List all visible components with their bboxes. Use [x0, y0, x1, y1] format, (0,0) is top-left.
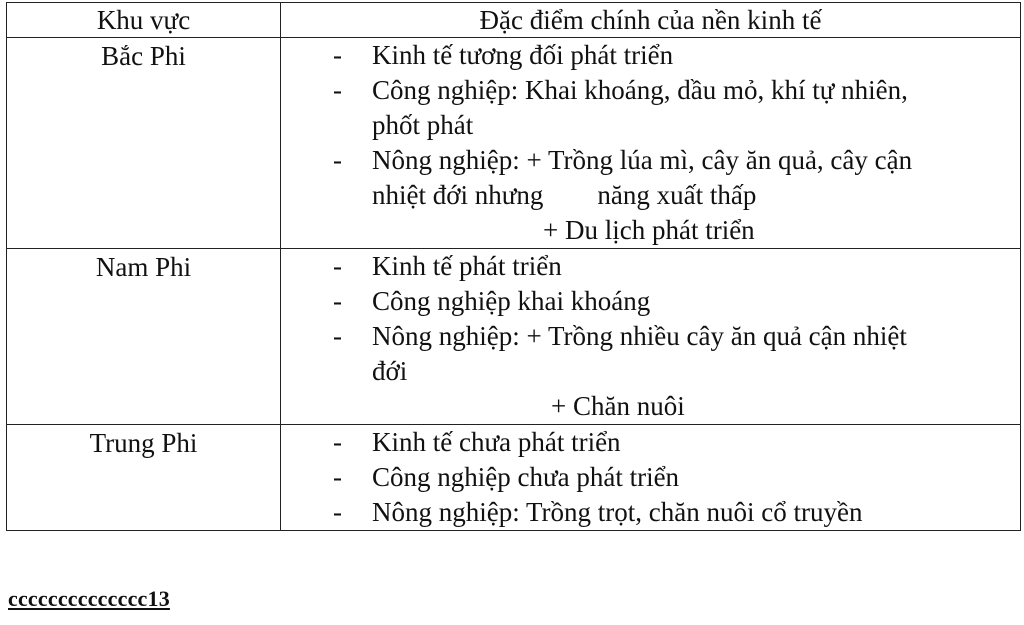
feature-text-continued: đới	[372, 356, 408, 386]
list-item	[281, 38, 1020, 73]
region-cell	[7, 38, 281, 249]
feature-text-part: nhiệt đới nhưng	[372, 180, 544, 210]
feature-text: Kinh tế tương đối phát triển	[372, 40, 674, 70]
feature-text-part: năng xuất thấp	[597, 180, 757, 210]
table-row	[7, 38, 1021, 249]
bullet-dash: -	[333, 427, 342, 457]
feature-text: Công nghiệp khai khoáng	[372, 286, 651, 316]
list-item	[281, 73, 1020, 143]
feature-text: Kinh tế phát triển	[372, 251, 562, 281]
features-cell	[281, 249, 1021, 425]
feature-text: + Du lịch phát triển	[543, 215, 755, 245]
bullet-dash: -	[333, 497, 342, 527]
region-cell	[7, 249, 281, 425]
bullet-dash: -	[333, 145, 342, 175]
feature-text-continued: phốt phát	[372, 110, 474, 140]
bullet-dash: -	[333, 321, 342, 351]
list-item	[281, 249, 1020, 284]
bullet-dash: -	[333, 462, 342, 492]
region-name: Trung Phi	[89, 428, 198, 458]
region-cell	[7, 425, 281, 531]
feature-text: + Chăn nuôi	[551, 391, 685, 421]
list-item-subpoint	[281, 389, 1020, 424]
features-cell	[281, 38, 1021, 249]
feature-text: Nông nghiệp: + Trồng lúa mì, cây ăn quả, cây cận	[372, 145, 913, 175]
feature-text-continued	[372, 178, 1010, 213]
table-row	[7, 249, 1021, 425]
features-cell	[281, 425, 1021, 531]
feature-text: Công nghiệp chưa phát triển	[372, 462, 680, 492]
header-region: Khu vực	[7, 3, 281, 38]
bullet-dash: -	[333, 251, 342, 281]
table-header-row	[7, 3, 1021, 38]
list-item-subpoint	[281, 213, 1020, 248]
header-features: Đặc điểm chính của nền kinh tế	[281, 3, 1021, 38]
bullet-dash: -	[333, 286, 342, 316]
feature-list	[281, 249, 1020, 424]
bullet-dash: -	[333, 40, 342, 70]
table-row	[7, 425, 1021, 531]
list-item	[281, 143, 1020, 213]
list-item	[281, 319, 1020, 389]
list-item	[281, 460, 1020, 495]
feature-text: Kinh tế chưa phát triển	[372, 427, 621, 457]
feature-text: Nông nghiệp: + Trồng nhiều cây ăn quả cận nhiệt	[372, 321, 907, 351]
feature-list	[281, 38, 1020, 248]
footer-label: cccccccccccccc13	[8, 586, 170, 611]
feature-list	[281, 425, 1020, 530]
economy-table	[6, 2, 1021, 531]
list-item	[281, 284, 1020, 319]
feature-text: Công nghiệp: Khai khoáng, dầu mỏ, khí tự nhiên,	[372, 75, 908, 105]
list-item	[281, 425, 1020, 460]
region-name: Nam Phi	[95, 252, 192, 282]
list-item	[281, 495, 1020, 530]
region-name: Bắc Phi	[101, 41, 186, 71]
feature-text: Nông nghiệp: Trồng trọt, chăn nuôi cổ truyền	[372, 497, 863, 527]
bullet-dash: -	[333, 75, 342, 105]
